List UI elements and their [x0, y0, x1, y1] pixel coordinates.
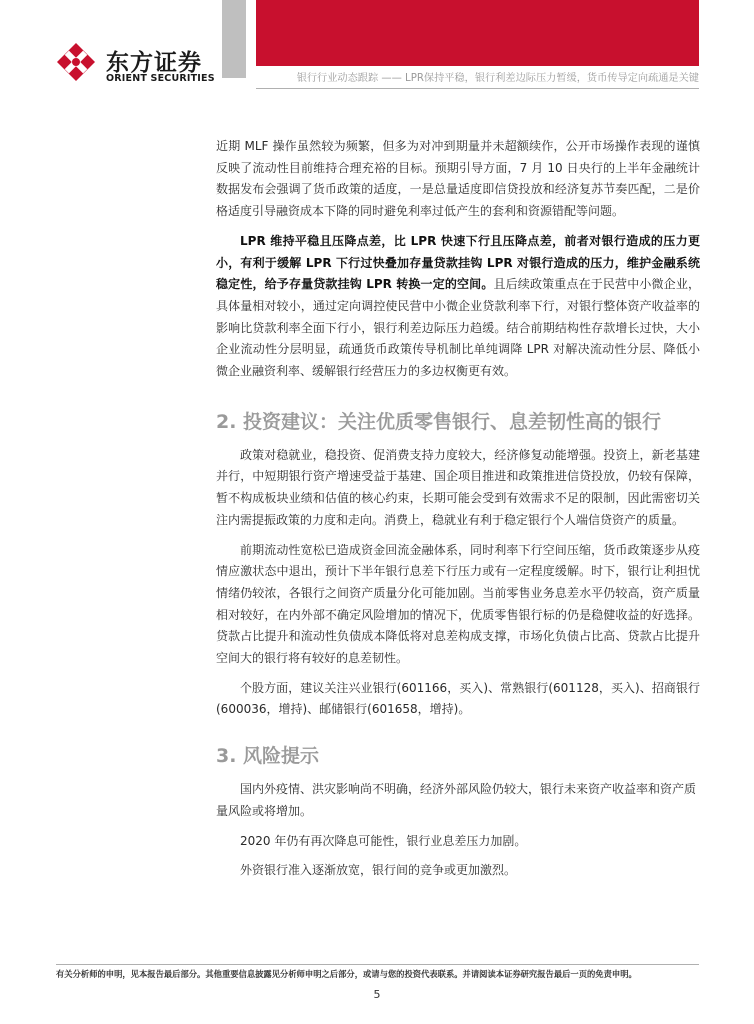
company-logo [56, 42, 226, 88]
section-heading-investment: 2. 投资建议：关注优质零售银行、息差韧性高的银行 [216, 410, 662, 433]
section-heading-risk: 3. 风险提示 [216, 745, 320, 768]
header-grey-block [222, 0, 246, 78]
risk-item: 国内外疫情、洪灾影响尚不明确，经济外部风险仍较大，银行未来资产收益率和资产质量风险或将增加。 [216, 782, 697, 818]
paragraph-lpr-rest: 且后续政策重点在于民营中小微企业，具体量相对较小，通过定向调控使民营中小微企业贷款利率下行，对银行整体资产收益率的影响比贷款利率全面下行小，银行利差边际压力趋缓。结合前期结构性存款增长过快，大小企业流动性分层明显，疏通货币政策传导机制比单纯调降 LPR 对解决流动性分层、降低小微企业融资利率、缓解银行经营压力的多边权衡更有效。 [216, 277, 700, 379]
logo-text-en: ORIENT SECURITIES [106, 73, 215, 84]
risk-item: 外资银行准入逐渐放宽，银行间的竞争或更加激烈。 [240, 863, 517, 878]
paragraph-liquidity: 近期 MLF 操作虽然较为频繁，但多为对冲到期量并未超额续作，公开市场操作表现的谨慎反映了流动性目前维持合理充裕的目标。预期引导方面，7 月 10 日央行的上半年金融统计数据发布会强调了货币政策的适度，一是总量适度即信贷投放和经济复苏节奏匹配，二是价格适度引导融资成本下降的同时避免利率过低产生的套利和资源错配等问题。 [216, 139, 700, 219]
report-running-title: 银行行业动态跟踪 —— LPR保持平稳，银行利差边际压力暂缓，货币传导定向疏通是关键 [296, 73, 699, 83]
paragraph-lpr [216, 231, 700, 383]
paragraph-lpr-bold: LPR 维持平稳且压降点差，比 LPR 快速下行且压降点差，前者对银行造成的压力更小，有利于缓解 LPR 下行过快叠加存量贷款挂钩 LPR 对银行造成的压力，维护金融系统稳定性，给予存量贷款挂钩 LPR 转换一定的空间。 [216, 233, 700, 292]
footer-divider [56, 964, 699, 965]
orient-securities-logo-icon [56, 42, 96, 82]
paragraph-policy: 政策对稳就业，稳投资、促消费支持力度较大，经济修复动能增强。投资上，新老基建并行，中短期银行资产增速受益于基建、国企项目推进和政策推进信贷投放，仍较有保障，暂不构成板块业绩和估值的核心约束，长期可能会受到有效需求不足的限制，因此需密切关注内需提振政策的力度和走向。消费上，稳就业有利于稳定银行个人端信贷资产的质量。 [216, 447, 700, 527]
header-divider [256, 88, 699, 89]
risk-item: 2020 年仍有再次降息可能性，银行业息差压力加剧。 [240, 833, 527, 848]
footer-disclaimer: 有关分析师的申明，见本报告最后部分。其他重要信息披露见分析师申明之后部分，或请与您的投资代表联系。并请阅读本证券研究报告最后一页的免责申明。 [56, 969, 637, 979]
logo-text-cn: 东方证券 [106, 50, 202, 76]
page-number: 5 [373, 988, 381, 1001]
paragraph-margin: 前期流动性宽松已造成资金回流金融体系，同时利率下行空间压缩，货币政策逐步从疫情应激状态中退出，预计下半年银行息差下行压力或有一定程度缓解。时下，银行让利担忧情绪仍较浓，各银行之间资产质量分化可能加剧。当前零售业务息差水平仍较高，资产质量相对较好，在内外部不确定风险增加的情况下，优质零售银行标的仍是稳健收益的好选择。贷款占比提升和流动性负债成本降低将对息差构成支撑，市场化负债占比高、贷款占比提升空间大的银行将有较好的息差韧性。 [216, 542, 700, 666]
paragraph-stock-picks: 个股方面，建议关注兴业银行(601166，买入)、常熟银行(601128，买入)、招商银行(600036，增持)、邮储银行(601658，增持)。 [216, 680, 700, 717]
header-brand-bar [256, 0, 699, 66]
report-body [216, 136, 700, 890]
